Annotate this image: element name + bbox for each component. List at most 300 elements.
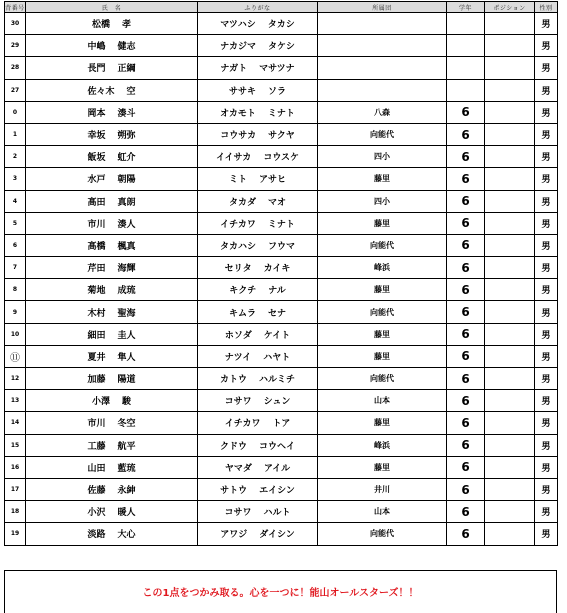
player-first-name: 湊斗	[117, 108, 136, 119]
player-number: 28	[5, 57, 26, 79]
player-team: 山本	[318, 390, 447, 412]
player-name	[26, 456, 198, 478]
player-grade: 6	[447, 323, 485, 345]
team-slogan: この1点をつかみ取る。心を一つに！能山オールスターズ！！	[142, 588, 419, 599]
player-last-name: 淡路	[87, 530, 106, 541]
player-name	[26, 434, 198, 456]
player-name	[26, 523, 198, 545]
player-kana-last: コサワ	[224, 508, 252, 519]
player-kana	[198, 478, 318, 500]
roster-sheet	[4, 1, 557, 546]
player-kana	[198, 212, 318, 234]
player-name	[26, 123, 198, 145]
player-name	[26, 79, 198, 101]
player-grade: 6	[447, 190, 485, 212]
table-row	[5, 412, 558, 434]
player-kana-first: ダイシン	[259, 530, 295, 541]
player-kana	[198, 523, 318, 545]
header-team: 所属団	[318, 2, 447, 13]
player-kana-first: フウマ	[268, 241, 296, 252]
player-position	[485, 301, 535, 323]
player-kana-last: キムラ	[229, 308, 256, 319]
player-kana-first: コウスケ	[263, 153, 300, 164]
player-kana-last: ナガト	[220, 64, 248, 75]
player-kana	[198, 57, 318, 79]
player-grade: 6	[447, 478, 485, 500]
player-grade: 6	[447, 456, 485, 478]
player-name	[26, 57, 198, 79]
player-sex: 男	[535, 390, 558, 412]
player-kana-last: キクチ	[229, 286, 257, 297]
player-kana	[198, 501, 318, 523]
player-first-name: 冬空	[117, 419, 136, 430]
player-kana-last: サトウ	[220, 486, 248, 497]
player-team: 峰浜	[318, 257, 447, 279]
player-grade: 6	[447, 234, 485, 256]
player-first-name: 湊人	[117, 219, 136, 230]
player-kana	[198, 35, 318, 57]
player-number: 19	[5, 523, 26, 545]
player-number: 16	[5, 456, 26, 478]
player-first-name: 大心	[117, 530, 136, 541]
player-last-name: 飯坂	[87, 153, 106, 164]
player-team: 藤里	[318, 345, 447, 367]
player-grade: 6	[447, 301, 485, 323]
player-position	[485, 190, 535, 212]
player-number: 6	[5, 234, 26, 256]
table-row	[5, 146, 558, 168]
player-team: 藤里	[318, 412, 447, 434]
player-number: 2	[5, 146, 26, 168]
player-last-name: 幸坂	[87, 131, 106, 142]
player-team: 八森	[318, 101, 447, 123]
player-kana-first: ハヤト	[263, 352, 291, 363]
player-last-name: 岡本	[87, 108, 106, 119]
player-grade: 6	[447, 257, 485, 279]
player-kana-last: ミト	[228, 175, 247, 186]
player-last-name: 小澤	[91, 397, 110, 408]
player-kana-last: イイサカ	[215, 153, 252, 164]
roster-table	[4, 1, 558, 546]
player-first-name: 暖人	[117, 508, 136, 519]
player-kana-last: コウサカ	[220, 131, 257, 142]
player-grade: 6	[447, 168, 485, 190]
player-sex: 男	[535, 190, 558, 212]
player-kana	[198, 279, 318, 301]
table-row	[5, 456, 558, 478]
player-number: 27	[5, 79, 26, 101]
player-position	[485, 123, 535, 145]
player-position	[485, 323, 535, 345]
player-number: 29	[5, 35, 26, 57]
table-row	[5, 190, 558, 212]
header-row	[5, 2, 558, 13]
player-kana	[198, 368, 318, 390]
player-kana	[198, 412, 318, 434]
player-kana-last: オカモト	[220, 108, 256, 119]
player-kana	[198, 101, 318, 123]
player-kana-first: ケイト	[263, 330, 291, 341]
table-row	[5, 523, 558, 545]
player-sex: 男	[535, 345, 558, 367]
player-kana-first: シュン	[263, 397, 291, 408]
player-position	[485, 434, 535, 456]
player-name	[26, 323, 198, 345]
player-sex: 男	[535, 301, 558, 323]
player-team: 四小	[318, 146, 447, 168]
player-grade: 6	[447, 146, 485, 168]
player-kana-last: ナツイ	[224, 352, 252, 363]
player-number: 4	[5, 190, 26, 212]
player-sex: 男	[535, 57, 558, 79]
player-last-name: 水戸	[87, 175, 106, 186]
player-position	[485, 79, 535, 101]
player-kana-last: タカダ	[228, 197, 256, 208]
player-team: 向能代	[318, 368, 447, 390]
player-sex: 男	[535, 79, 558, 101]
table-row	[5, 478, 558, 500]
player-position	[485, 501, 535, 523]
player-name	[26, 279, 198, 301]
player-team: 藤里	[318, 212, 447, 234]
player-sex: 男	[535, 257, 558, 279]
player-kana-first: タカシ	[267, 20, 295, 31]
player-number: 17	[5, 478, 26, 500]
player-name	[26, 212, 198, 234]
table-row	[5, 323, 558, 345]
player-name	[26, 101, 198, 123]
player-sex: 男	[535, 234, 558, 256]
player-team: 向能代	[318, 123, 447, 145]
header-number: 背番号	[5, 2, 26, 13]
player-first-name: 真朗	[117, 197, 136, 208]
player-kana-last: イチカワ	[220, 219, 256, 230]
player-first-name: 空	[126, 86, 136, 97]
table-row	[5, 279, 558, 301]
table-row	[5, 35, 558, 57]
player-kana-first: セナ	[267, 308, 286, 319]
player-team: 藤里	[318, 456, 447, 478]
player-last-name: 佐藤	[87, 486, 106, 497]
player-name	[26, 345, 198, 367]
player-first-name: 海輝	[117, 264, 136, 275]
player-last-name: 工藤	[87, 441, 106, 452]
player-last-name: 長門	[87, 64, 106, 75]
player-last-name: 夏井	[87, 352, 106, 363]
player-first-name: 駿	[122, 397, 132, 408]
player-position	[485, 146, 535, 168]
player-number: 18	[5, 501, 26, 523]
player-kana	[198, 234, 318, 256]
player-kana-last: クドウ	[219, 441, 247, 452]
player-position	[485, 234, 535, 256]
player-grade: 6	[447, 212, 485, 234]
roster-body	[5, 13, 558, 546]
player-kana-last: タカハシ	[219, 241, 256, 252]
player-team: 四小	[318, 190, 447, 212]
table-row	[5, 345, 558, 367]
player-number: 10	[5, 323, 26, 345]
player-kana-last: ヤマダ	[224, 463, 252, 474]
player-position	[485, 368, 535, 390]
player-grade	[447, 79, 485, 101]
player-position	[485, 212, 535, 234]
player-number: 14	[5, 412, 26, 434]
player-number: ⑪	[5, 345, 26, 367]
player-kana-first: マサツナ	[259, 64, 295, 75]
player-team	[318, 79, 447, 101]
player-name	[26, 478, 198, 500]
header-position: ポジション	[485, 2, 535, 13]
player-name	[26, 368, 198, 390]
player-first-name: 健志	[117, 42, 136, 53]
player-last-name: 市川	[87, 419, 106, 430]
player-position	[485, 57, 535, 79]
player-grade: 6	[447, 279, 485, 301]
player-last-name: 山田	[87, 463, 106, 474]
table-row	[5, 212, 558, 234]
player-sex: 男	[535, 279, 558, 301]
player-kana	[198, 79, 318, 101]
player-kana	[198, 257, 318, 279]
player-kana	[198, 390, 318, 412]
table-row	[5, 57, 558, 79]
player-first-name: 永紳	[117, 486, 136, 497]
player-kana	[198, 168, 318, 190]
table-row	[5, 257, 558, 279]
player-kana-first: サクヤ	[268, 131, 295, 142]
player-position	[485, 101, 535, 123]
player-kana-last: イチカワ	[224, 419, 261, 430]
player-sex: 男	[535, 323, 558, 345]
player-first-name: 隼人	[117, 352, 136, 363]
player-kana	[198, 345, 318, 367]
player-name	[26, 190, 198, 212]
player-kana-first: コウヘイ	[259, 441, 296, 452]
player-position	[485, 168, 535, 190]
player-last-name: 小沢	[87, 508, 106, 519]
player-last-name: 佐々木	[87, 86, 115, 97]
player-number: 9	[5, 301, 26, 323]
player-kana-last: ササキ	[228, 86, 256, 97]
player-sex: 男	[535, 212, 558, 234]
player-last-name: 中嶋	[87, 42, 106, 53]
player-first-name: 孝	[122, 20, 132, 31]
header-grade: 学年	[447, 2, 485, 13]
player-kana	[198, 301, 318, 323]
player-grade: 6	[447, 501, 485, 523]
player-last-name: 芹田	[87, 264, 106, 275]
player-sex: 男	[535, 35, 558, 57]
player-kana-first: ハルト	[263, 508, 291, 519]
table-row	[5, 123, 558, 145]
player-team: 井川	[318, 478, 447, 500]
player-last-name: 市川	[87, 219, 106, 230]
player-grade: 6	[447, 434, 485, 456]
player-sex: 男	[535, 368, 558, 390]
table-row	[5, 434, 558, 456]
player-number: 1	[5, 123, 26, 145]
player-kana-first: ミナト	[267, 108, 295, 119]
header-name: 氏 名	[26, 2, 198, 13]
player-kana-first: エイシン	[259, 486, 295, 497]
player-position	[485, 390, 535, 412]
player-team	[318, 57, 447, 79]
player-grade: 6	[447, 368, 485, 390]
player-team: 藤里	[318, 279, 447, 301]
player-kana-last: ナカジマ	[220, 42, 256, 53]
player-last-name: 高橋	[87, 241, 106, 252]
player-team	[318, 35, 447, 57]
player-sex: 男	[535, 168, 558, 190]
player-first-name: 圭人	[117, 330, 136, 341]
player-number: 15	[5, 434, 26, 456]
player-last-name: 高田	[87, 197, 106, 208]
player-grade: 6	[447, 412, 485, 434]
player-position	[485, 257, 535, 279]
player-first-name: 陽道	[117, 375, 136, 386]
player-last-name: 松橋	[91, 20, 110, 31]
player-position	[485, 13, 535, 35]
player-kana-first: マオ	[268, 197, 287, 208]
player-sex: 男	[535, 478, 558, 500]
player-team: 向能代	[318, 301, 447, 323]
player-sex: 男	[535, 523, 558, 545]
table-row	[5, 13, 558, 35]
player-first-name: 成琉	[117, 286, 136, 297]
player-sex: 男	[535, 412, 558, 434]
table-row	[5, 234, 558, 256]
player-team: 向能代	[318, 523, 447, 545]
table-row	[5, 501, 558, 523]
player-team: 峰浜	[318, 434, 447, 456]
player-number: 30	[5, 13, 26, 35]
player-sex: 男	[535, 146, 558, 168]
player-kana-last: コサワ	[224, 397, 252, 408]
player-grade: 6	[447, 345, 485, 367]
table-row	[5, 301, 558, 323]
player-name	[26, 301, 198, 323]
player-first-name: 虹介	[117, 153, 136, 164]
player-name	[26, 13, 198, 35]
player-grade: 6	[447, 123, 485, 145]
player-grade	[447, 13, 485, 35]
player-last-name: 細田	[87, 330, 106, 341]
player-position	[485, 456, 535, 478]
player-team: 藤里	[318, 323, 447, 345]
table-row	[5, 101, 558, 123]
player-first-name: 聖海	[117, 308, 136, 319]
player-team: 向能代	[318, 234, 447, 256]
player-number: 0	[5, 101, 26, 123]
table-row	[5, 79, 558, 101]
player-number: 5	[5, 212, 26, 234]
player-grade: 6	[447, 390, 485, 412]
player-number: 8	[5, 279, 26, 301]
header-sex: 性別	[535, 2, 558, 13]
player-sex: 男	[535, 456, 558, 478]
table-row	[5, 390, 558, 412]
player-number: 13	[5, 390, 26, 412]
player-team: 山本	[318, 501, 447, 523]
player-name	[26, 257, 198, 279]
player-sex: 男	[535, 434, 558, 456]
player-kana-first: カイキ	[263, 264, 291, 275]
player-first-name: 朔弥	[117, 131, 136, 142]
player-position	[485, 345, 535, 367]
player-position	[485, 523, 535, 545]
player-first-name: 朝陽	[117, 175, 136, 186]
table-row	[5, 168, 558, 190]
player-name	[26, 412, 198, 434]
player-kana	[198, 456, 318, 478]
player-kana	[198, 13, 318, 35]
player-kana	[198, 146, 318, 168]
player-number: 7	[5, 257, 26, 279]
player-team: 藤里	[318, 168, 447, 190]
player-kana-first: ミナト	[267, 219, 295, 230]
player-kana-first: ナル	[268, 286, 286, 297]
player-number: 12	[5, 368, 26, 390]
player-sex: 男	[535, 101, 558, 123]
player-first-name: 正綱	[117, 64, 136, 75]
player-sex: 男	[535, 13, 558, 35]
player-kana-first: トア	[272, 419, 291, 430]
player-kana-first: アサヒ	[259, 175, 287, 186]
player-position	[485, 412, 535, 434]
player-sex: 男	[535, 501, 558, 523]
player-kana	[198, 434, 318, 456]
player-first-name: 航平	[117, 441, 136, 452]
player-kana-last: セリタ	[224, 264, 252, 275]
player-kana-last: カトウ	[219, 375, 247, 386]
player-first-name: 藍琉	[117, 463, 136, 474]
player-kana-last: マツハシ	[220, 20, 256, 31]
player-kana	[198, 123, 318, 145]
player-position	[485, 35, 535, 57]
player-grade	[447, 57, 485, 79]
player-kana-first: ソラ	[268, 86, 287, 97]
player-grade: 6	[447, 101, 485, 123]
player-name	[26, 234, 198, 256]
player-name	[26, 501, 198, 523]
header-kana: ふりがな	[198, 2, 318, 13]
player-number: 3	[5, 168, 26, 190]
player-last-name: 木村	[87, 308, 106, 319]
player-team	[318, 13, 447, 35]
player-kana-first: タケシ	[268, 42, 295, 53]
player-position	[485, 279, 535, 301]
player-name	[26, 146, 198, 168]
player-kana-first: アイル	[263, 463, 291, 474]
player-last-name: 加藤	[87, 375, 106, 386]
player-last-name: 菊地	[87, 286, 106, 297]
player-grade: 6	[447, 523, 485, 545]
table-row	[5, 368, 558, 390]
player-first-name: 楓真	[117, 241, 136, 252]
player-kana-last: アワジ	[220, 530, 248, 541]
player-kana	[198, 323, 318, 345]
player-kana-last: ホソダ	[224, 330, 252, 341]
player-grade	[447, 35, 485, 57]
player-kana	[198, 190, 318, 212]
player-name	[26, 390, 198, 412]
player-name	[26, 35, 198, 57]
player-name	[26, 168, 198, 190]
footer-box	[4, 570, 557, 613]
player-sex: 男	[535, 123, 558, 145]
player-position	[485, 478, 535, 500]
